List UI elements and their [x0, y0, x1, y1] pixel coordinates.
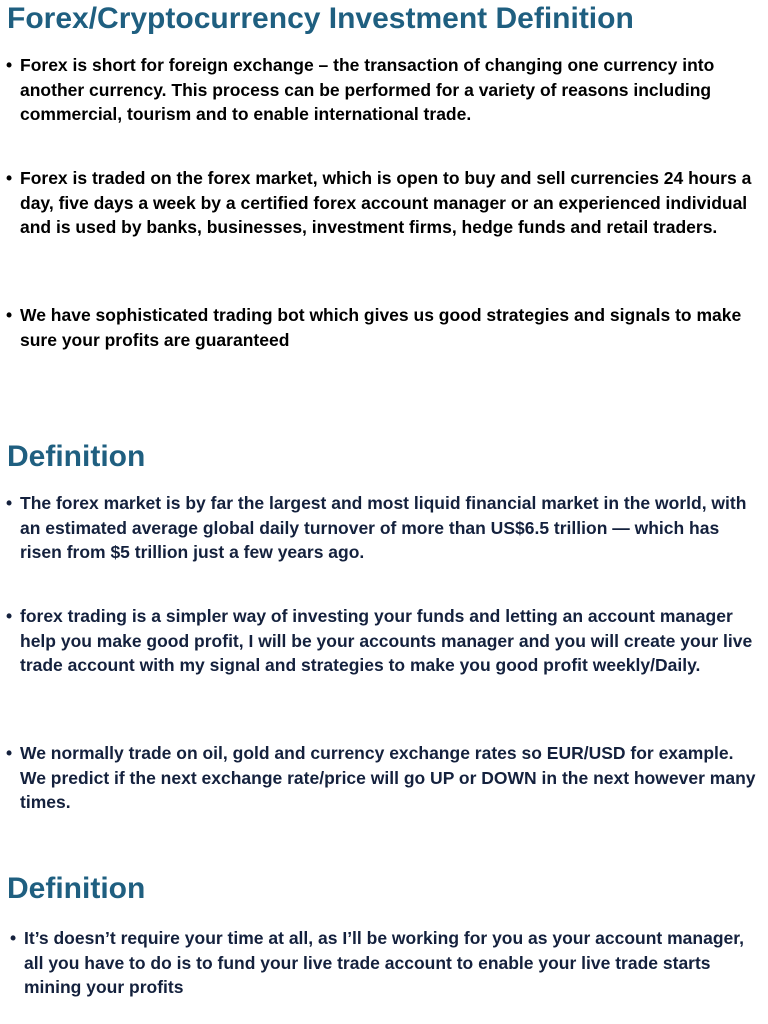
- bullet-text: Forex is traded on the forex market, which is open to buy and sell currencies 24 hours a day, five days a week by a certified forex account manager or an experienced individual and is used by banks, businesses, investment firms, hedge funds and retail traders.: [20, 168, 752, 237]
- bullet-text: We have sophisticated trading bot which gives us good strategies and signals to make sure your profits are guaranteed: [20, 305, 742, 350]
- section-1-heading: Forex/Cryptocurrency Investment Definition: [7, 2, 634, 35]
- section-2-bullet-1: [6, 491, 758, 565]
- bullet-text: We normally trade on oil, gold and currency exchange rates so EUR/USD for example. We predict if the next exchange rate/price will go UP or DOWN in the next however many times.: [20, 743, 756, 812]
- bullet-marker: •: [6, 55, 13, 75]
- section-1-bullet-2: [6, 166, 758, 240]
- bullet-text: Forex is short for foreign exchange – the transaction of changing one currency into another currency. This process can be performed for a variety of reasons including commercial, tourism and to enable international trade.: [20, 55, 715, 124]
- bullet-marker: •: [6, 606, 13, 626]
- bullet-text: The forex market is by far the largest and most liquid financial market in the world, with an estimated average global daily turnover of more than US$6.5 trillion — which has risen from $5 trillion just a few years ago.: [20, 493, 747, 562]
- section-2-heading: Definition: [7, 440, 146, 473]
- section-2-bullet-2: [6, 604, 758, 678]
- bullet-text: It’s doesn’t require your time at all, as I’ll be working for you as your account manager, all you have to do is to fund your live trade account to enable your live trade starts mining your profits: [24, 928, 744, 997]
- bullet-marker: •: [10, 928, 17, 948]
- bullet-marker: •: [6, 493, 13, 513]
- section-1-bullet-1: [6, 53, 758, 127]
- bullet-marker: •: [6, 168, 13, 188]
- bullet-text: forex trading is a simpler way of investing your funds and letting an account manager help you make good profit, I will be your accounts manager and you will create your live trade account with my signal and strategies to make you good profit weekly/Daily.: [20, 606, 753, 675]
- section-2-bullet-3: [6, 741, 758, 815]
- section-3-heading: Definition: [7, 872, 146, 905]
- section-1-bullet-3: [6, 303, 758, 352]
- bullet-marker: •: [6, 743, 13, 763]
- section-3-bullet-1: [10, 926, 758, 1000]
- bullet-marker: •: [6, 305, 13, 325]
